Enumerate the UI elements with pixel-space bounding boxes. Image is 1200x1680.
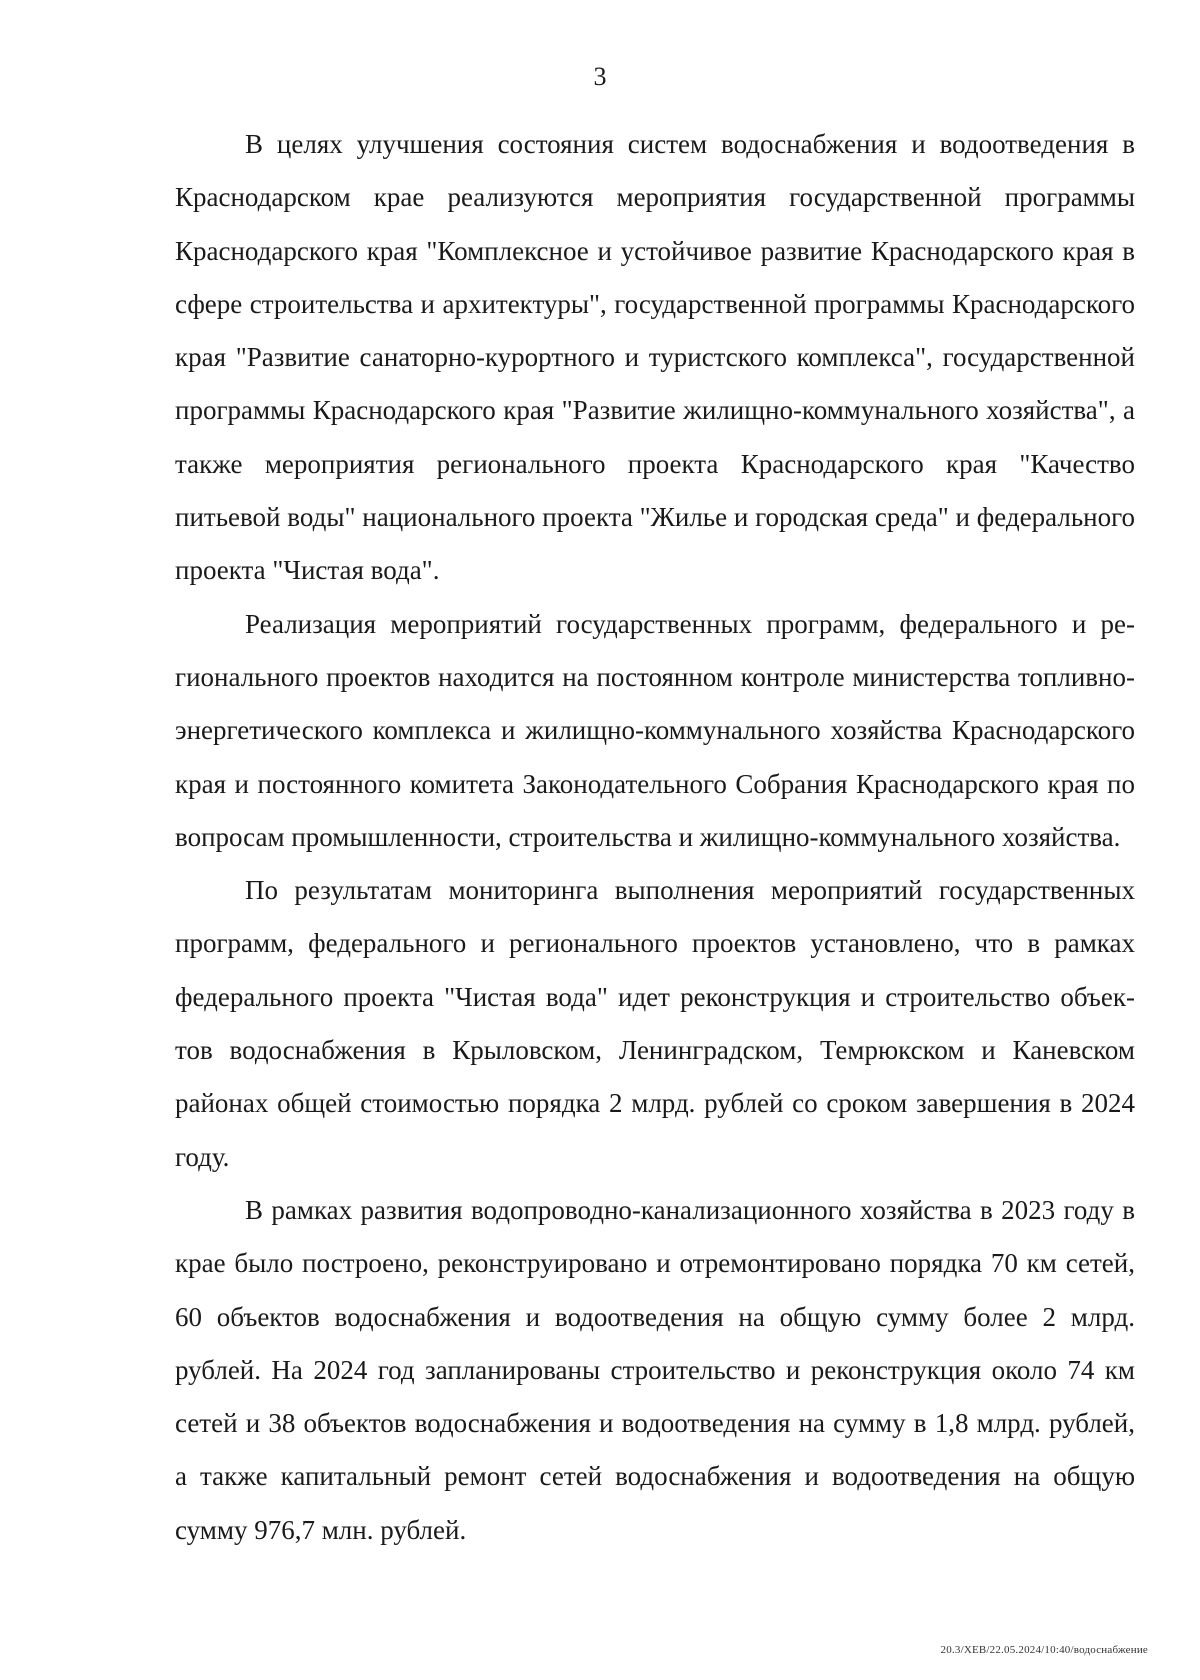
paragraph-monitoring-results: По результатам мониторинга выполнения мероприятий государственных программ, федерального и регионального проектов установлено, что в рамках федерального проекта "Чистая вода" идет реконструкция и строительство объектов водоснабжения в Крыловском, Ленинградском, Темрюкском и Каневском районах общей стоимостью порядка 2 млрд. рублей со сроком завершения в 2024 году. [175, 875, 1135, 1172]
paragraph-water-sewer-development: В рамках развития водопроводно-канализационного хозяйства в 2023 году в крае было построено, реконструировано и отремонтировано порядка 70 км сетей, 60 объектов водоснабжения и водоотведения на общую сумму более 2 млрд. рублей. На 2024 год запланированы строительство и реконструкция около 74 км сетей и 38 объектов водоснабжения и водоотведения на сумму в 1,8 млрд. рублей, а также капитальный ремонт сетей водоснабжения и водоотведения на общую сумму 976,7 млн. рублей. [175, 1194, 1135, 1545]
document-footer-code: 20.3/XEB/22.05.2024/10:40/водоснабжение [940, 1644, 1148, 1656]
paragraph-water-programs: В целях улучшения состояния систем водоснабжения и водоотведения в Краснодарском крае реализуются мероприятия государственной программы Краснодарского края "Комплексное и устойчивое развитие Краснодарского края в сфере строительства и архитектуры", государственной программы Краснодарского края "Развитие санаторно-курортного и туристского комплекса", государственной программы Краснодарского края "Развитие жилищно-коммунального хозяйства", а также мероприятия регионального проекта Краснодарского края "Качество питьевой воды" национального проекта "Жилье и городская среда" и федерального проекта "Чистая вода". [175, 129, 1135, 586]
page-number: 3 [593, 62, 607, 91]
paragraph-implementation-control: Реализация мероприятий государственных программ, федерального и регионального проектов находится на постоянном контроле министерства топливно-энергетического комплекса и жилищно-коммунального хозяйства Краснодарского края и постоянного комитета Законодательного Собрания Краснодарского края по вопросам промышленности, строительства и жилищно-коммунального хозяйства. [175, 608, 1135, 852]
document-body [175, 118, 1135, 1557]
